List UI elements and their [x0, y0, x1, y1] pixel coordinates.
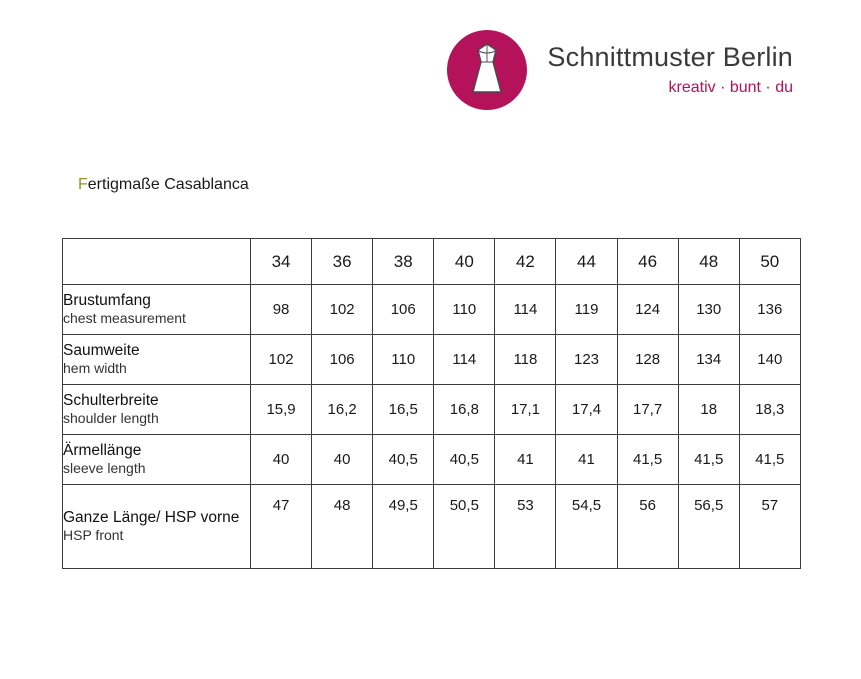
cell-value: 50,5 [434, 485, 495, 569]
cell-value: 16,5 [373, 385, 434, 435]
table-row [63, 335, 801, 385]
cell-value: 41 [556, 435, 617, 485]
column-header-size: 36 [312, 239, 373, 285]
cell-value: 40,5 [434, 435, 495, 485]
cell-value: 114 [434, 335, 495, 385]
page-title-accent-letter: F [78, 176, 88, 193]
cell-value: 16,8 [434, 385, 495, 435]
cell-value: 47 [251, 485, 312, 569]
page-title-rest: ertigmaße Casablanca [87, 176, 249, 193]
cell-value: 106 [312, 335, 373, 385]
cell-value: 114 [495, 285, 556, 335]
cell-value: 53 [495, 485, 556, 569]
cell-value: 130 [678, 285, 739, 335]
cell-value: 57 [739, 485, 800, 569]
brand-header [447, 30, 793, 110]
table-header-row [63, 239, 801, 285]
row-label-en: shoulder length [63, 410, 159, 427]
row-label [63, 385, 251, 435]
row-label-de: Schulterbreite [63, 391, 159, 409]
cell-value: 49,5 [373, 485, 434, 569]
cell-value: 128 [617, 335, 678, 385]
cell-value: 18 [678, 385, 739, 435]
row-label-en: HSP front [63, 527, 124, 544]
cell-value: 18,3 [739, 385, 800, 435]
cell-value: 48 [312, 485, 373, 569]
measurements-table-wrapper [62, 238, 800, 569]
column-header-size: 46 [617, 239, 678, 285]
cell-value: 56,5 [678, 485, 739, 569]
cell-value: 110 [434, 285, 495, 335]
row-label [63, 285, 251, 335]
row-label [63, 335, 251, 385]
cell-value: 41,5 [678, 435, 739, 485]
cell-value: 123 [556, 335, 617, 385]
row-label-de: Ganze Länge/ HSP vorne [63, 508, 240, 526]
dress-icon [465, 42, 509, 100]
cell-value: 106 [373, 285, 434, 335]
table-row [63, 485, 801, 569]
cell-value: 134 [678, 335, 739, 385]
row-label-en: sleeve length [63, 460, 146, 477]
brand-text-block [547, 43, 793, 97]
cell-value: 17,4 [556, 385, 617, 435]
cell-value: 98 [251, 285, 312, 335]
column-header-size: 44 [556, 239, 617, 285]
cell-value: 136 [739, 285, 800, 335]
cell-value: 124 [617, 285, 678, 335]
row-label-en: hem width [63, 360, 127, 377]
cell-value: 41,5 [617, 435, 678, 485]
brand-name: Schnittmuster Berlin [547, 42, 793, 73]
row-label [63, 485, 251, 569]
logo-badge [447, 30, 527, 110]
cell-value: 16,2 [312, 385, 373, 435]
cell-value: 56 [617, 485, 678, 569]
cell-value: 40 [312, 435, 373, 485]
column-header-size: 40 [434, 239, 495, 285]
column-header-size: 42 [495, 239, 556, 285]
cell-value: 40,5 [373, 435, 434, 485]
cell-value: 54,5 [556, 485, 617, 569]
cell-value: 41,5 [739, 435, 800, 485]
column-header-size: 50 [739, 239, 800, 285]
table-row [63, 285, 801, 335]
cell-value: 140 [739, 335, 800, 385]
cell-value: 40 [251, 435, 312, 485]
column-header-size: 48 [678, 239, 739, 285]
table-row [63, 385, 801, 435]
cell-value: 119 [556, 285, 617, 335]
cell-value: 17,7 [617, 385, 678, 435]
cell-value: 102 [251, 335, 312, 385]
table-row [63, 435, 801, 485]
cell-value: 110 [373, 335, 434, 385]
row-label-de: Brustumfang [63, 291, 151, 309]
page-title [78, 176, 249, 194]
cell-value: 15,9 [251, 385, 312, 435]
row-label-de: Saumweite [63, 341, 140, 359]
row-label-en: chest measurement [63, 310, 186, 327]
cell-value: 118 [495, 335, 556, 385]
row-label-de: Ärmellänge [63, 441, 142, 459]
row-label [63, 435, 251, 485]
measurements-table [62, 238, 801, 569]
cell-value: 17,1 [495, 385, 556, 435]
cell-value: 102 [312, 285, 373, 335]
brand-tagline: kreativ · bunt · du [668, 78, 793, 96]
cell-value: 41 [495, 435, 556, 485]
column-header-size: 38 [373, 239, 434, 285]
table-corner-cell [63, 239, 251, 285]
column-header-size: 34 [251, 239, 312, 285]
